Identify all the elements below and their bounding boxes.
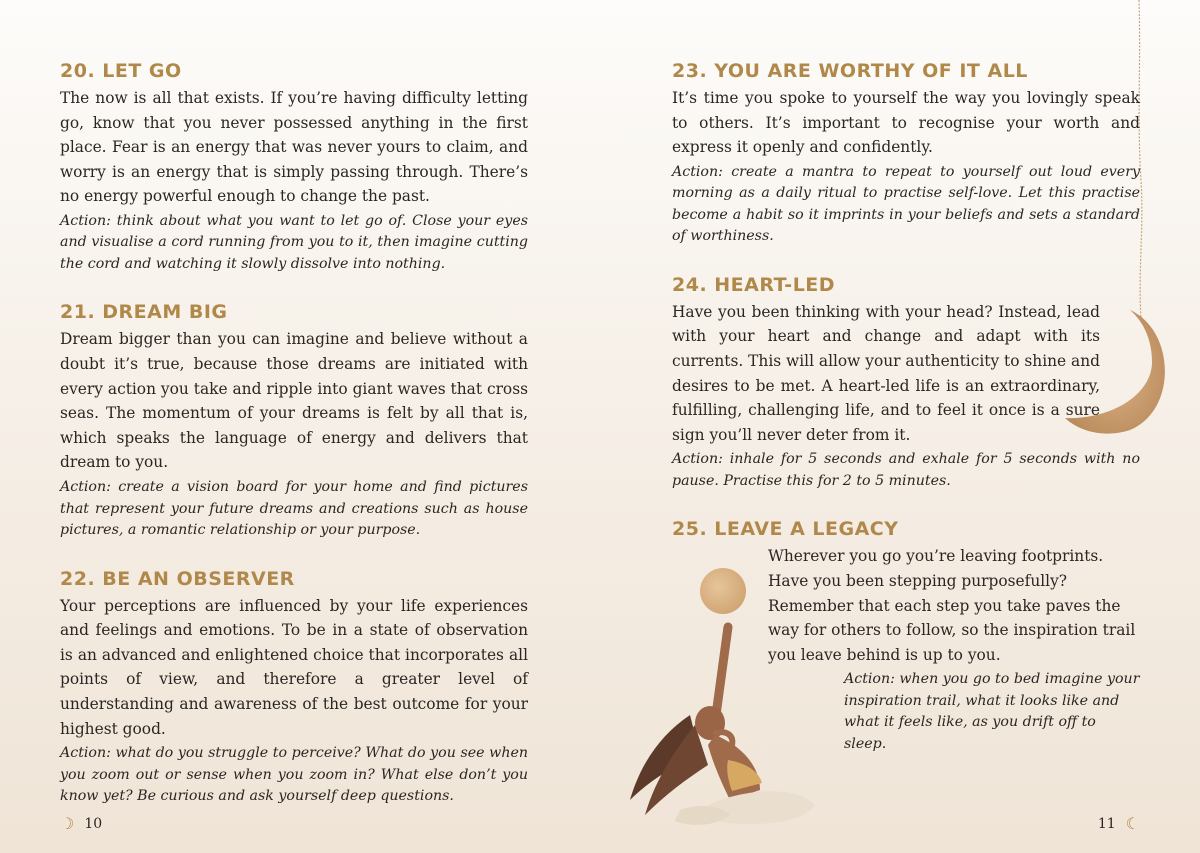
section-title: 21. DREAM BIG [60,301,228,324]
section-action: Action: create a vision board for your home and find pictures that represent your future dreams and creations such as house pictures, a romantic relationship or your purpose. [60,479,528,539]
section-action: Action: create a mantra to repeat to yourself out loud every morning as a daily ritual to practise self-love. Let this practise become a habit so it imprints in your beliefs and sets a standard of worthiness. [672,163,1140,245]
section-title: 20. LET GO [60,60,182,82]
moon-phase-icon: ☽ [60,814,75,833]
section-action: Action: inhale for 5 seconds and exhale for 5 seconds with no pause. Practise this for 2 to 5 minutes. [672,451,1140,489]
section-let-go [60,60,528,275]
section-be-an-observer [60,568,528,808]
section-body: It’s time you spoke to yourself the way you lovingly speak to others. It’s important to recognise your worth and express it openly and confidently. [672,89,1140,157]
section-body: Dream bigger than you can imagine and believe without a doubt it’s true, because those dreams are initiated with every action you take and ripple into giant waves that cross seas. The momentum of your dreams is felt by all that is, which speaks the language of energy and delivers that dream to you. [60,330,528,472]
section-body: The now is all that exists. If you’re having difficulty letting go, know that you never possessed anything in the first place. Fear is an energy that was never yours to claim, and worry is an energy that is simply passing through. There’s no energy powerful enough to change the past. [60,89,528,206]
page-number: 11 [1097,815,1116,832]
section-you-are-worthy [672,60,1140,248]
section-body: Your perceptions are influenced by your life experiences and feelings and emotions. To be in a state of observation is an advanced and enlightened choice that incorporates all points of view, and therefore a greater level of understanding and awareness of the best outcome for your highest good. [60,596,528,738]
section-title: 24. HEART-LED [672,273,836,296]
section-leave-a-legacy [672,518,1140,755]
section-body: Wherever you go you’re leaving footprints. Have you been stepping purposefully? Remember that each step you take paves the way for others to follow, so the inspiration trail you leave behind is up to you. [768,547,1136,664]
page-number-left [60,814,102,833]
page-number: 10 [84,815,103,832]
section-title: 22. BE AN OBSERVER [60,567,295,590]
section-action: Action: what do you struggle to perceive? What do you see when you zoom out or sense when you zoom in? What else don’t you know yet? Be curious and ask yourself deep questions. [60,745,528,805]
section-action: Action: when you go to bed imagine your inspiration trail, what it looks like and what it feels like, as you drift off to sleep. [844,671,1140,752]
left-page [60,60,528,834]
crescent-moon-icon: ☾ [1125,814,1140,833]
section-action: Action: think about what you want to let go of. Close your eyes and visualise a cord running from you to it, then imagine cutting the cord and watching it slowly dissolve into nothing. [60,212,528,272]
section-dream-big [60,301,528,541]
section-title: 23. YOU ARE WORTHY OF IT ALL [672,60,1028,82]
section-title: 25. LEAVE A LEGACY [672,518,899,541]
section-heart-led [672,274,1140,493]
section-body: Have you been thinking with your head? Instead, lead with your heart and change and adapt with its currents. This will allow your authenticity to shine and desires to be met. A heart-led life is an extraordinary, fulfilling, challenging life, and to feel it once is a sure sign you’ll never deter from it. [672,302,1100,444]
page-number-right [1098,814,1140,833]
right-page [672,60,1140,781]
